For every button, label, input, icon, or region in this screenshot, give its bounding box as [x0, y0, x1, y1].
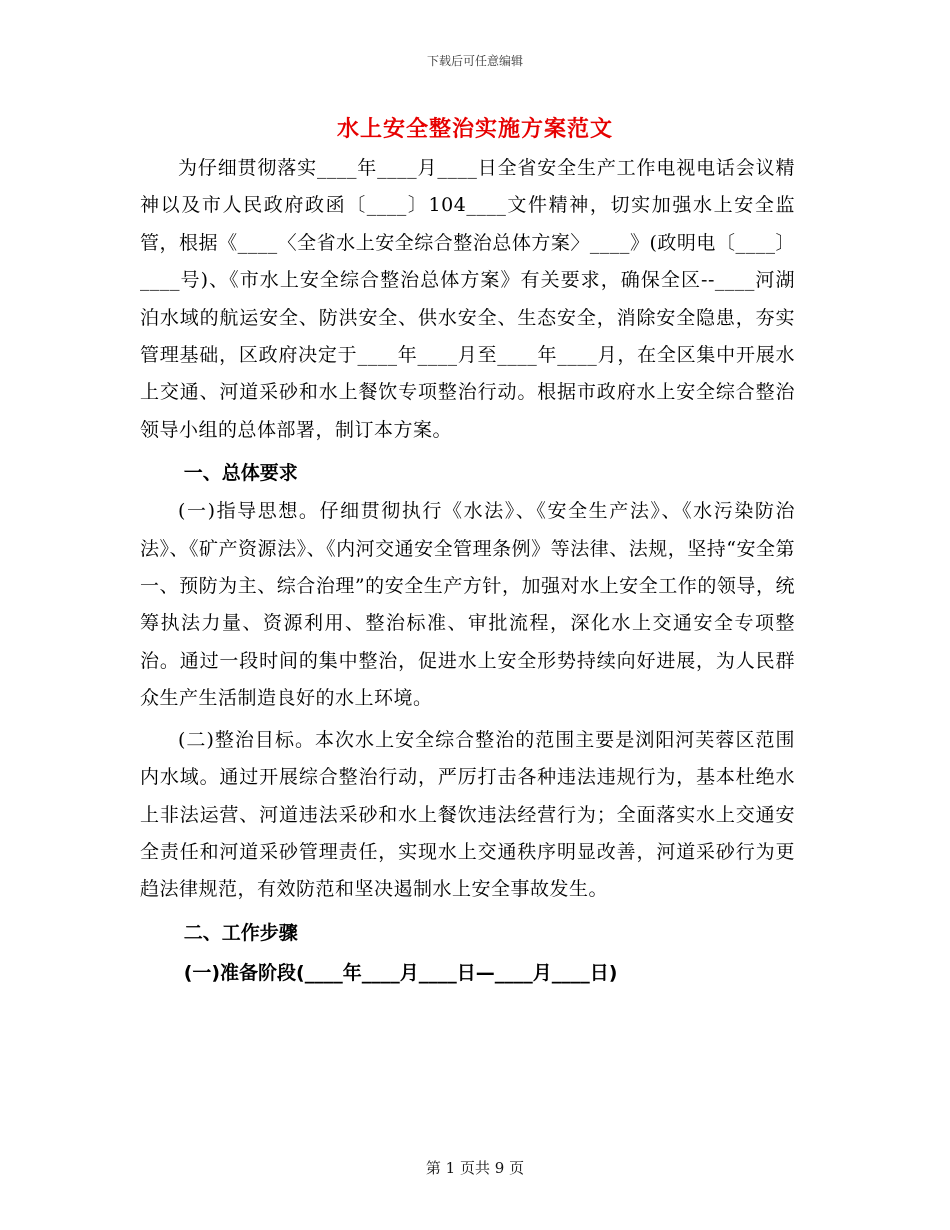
- subheading-preparation-stage: (一)准备阶段(____年____月____日—____月____日): [183, 961, 618, 984]
- document-body: [140, 150, 795, 993]
- section-heading-work-steps: 二、工作步骤: [183, 921, 298, 944]
- intro-paragraph: 为仔细贯彻落实____年____月____日全省安全生产工作电视电话会议精神以及市人民政府政函〔____〕104____文件精神，切实加强水上安全监管，根据《____〈全省水上安全综合整治总体方案〉____》(政明电〔____〕____号)、《市水上安全综合整治总体方案》有关要求，确保全区--____河湖泊水域的航运安全、防洪安全、供水安全、生态安全，消除安全隐患，夯实管理基础，区政府决定于____年____月至____年____月，在全区集中开展水上交通、河道采砂和水上餐饮专项整治行动。根据市政府水上安全综合整治领导小组的总体部署，制订本方案。: [140, 157, 795, 441]
- section-heading-general-requirements: 一、总体要求: [183, 462, 298, 485]
- paragraph-remediation-goals: (二)整治目标。本次水上安全综合整治的范围主要是浏阳河芙蓉区范围内水域。通过开展综合整治行动，严厉打击各种违法违规行为，基本杜绝水上非法运营、河道违法采砂和水上餐饮违法经营行为；全面落实水上交通安全责任和河道采砂管理责任，实现水上交通秩序明显改善，河道采砂行为更趋法律规范，有效防范和坚决遏制水上安全事故发生。: [140, 728, 795, 901]
- paragraph-guiding-ideology: (一)指导思想。仔细贯彻执行《水法》、《安全生产法》、《水污染防治法》、《矿产资源法》、《内河交通安全管理条例》等法律、法规，坚持“安全第一、预防为主、综合治理”的安全生产方针，加强对水上安全工作的领导，统筹执法力量、资源利用、整治标准、审批流程，深化水上交通安全专项整治。通过一段时间的集中整治，促进水上安全形势持续向好进展，为人民群众生产生活制造良好的水上环境。: [140, 500, 795, 710]
- page-header-note: 下载后可任意编辑: [426, 54, 523, 68]
- document-title: 水上安全整治实施方案范文: [336, 117, 613, 142]
- page-footer-pagination: 第 1 页共 9 页: [425, 1159, 525, 1177]
